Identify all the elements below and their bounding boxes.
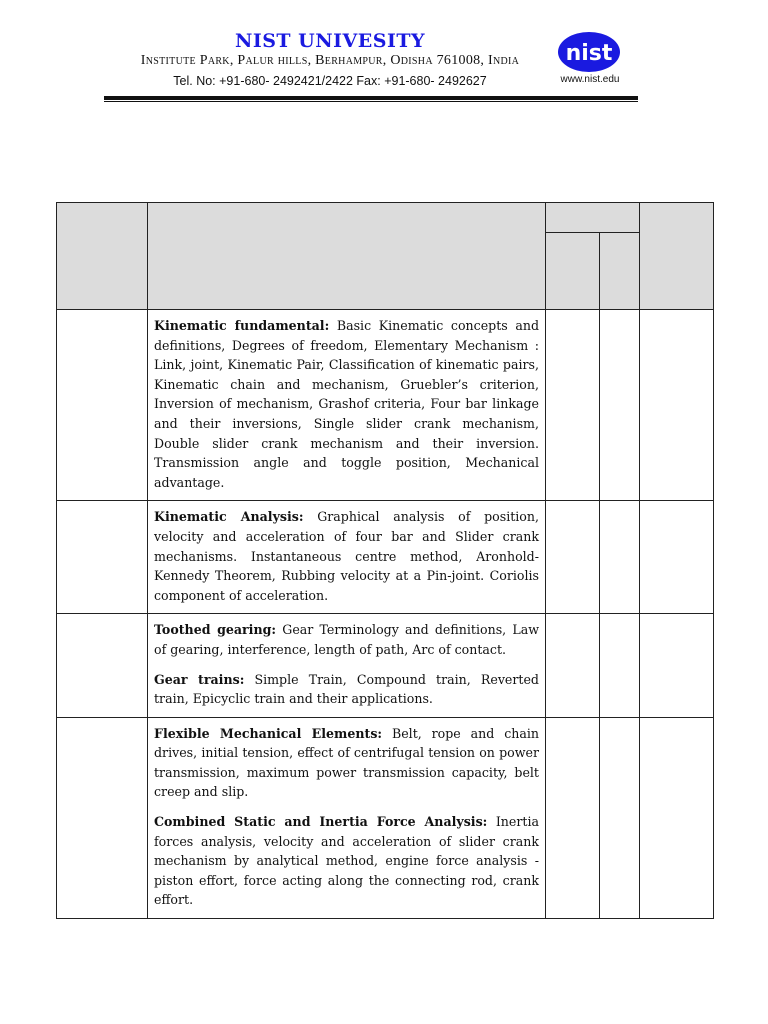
syllabus-table: [56, 202, 714, 919]
content-cell: [148, 614, 546, 717]
module-cell: [57, 310, 148, 501]
hours-cell: [546, 310, 600, 501]
letterhead: [0, 0, 768, 110]
remarks-cell: [640, 501, 714, 614]
table-row: [57, 501, 714, 614]
topic-text: Graphical analysis of position, velocity and acceleration of four bar and Slider crank mechanisms. Instantaneous centre method, Aronhold-Kennedy Theorem, Rubbing velocity at a Pin-joint. Coriolis component of acceleration.: [154, 509, 540, 603]
header-cell-hours-group: [546, 203, 640, 233]
header-cell-content: [148, 203, 546, 310]
module-cell: [57, 501, 148, 614]
university-name: NIST UNIVESITY: [234, 30, 426, 52]
remarks-cell: [640, 614, 714, 717]
topic-text: Simple Train, Compound train, Reverted train, Epicyclic train and their applications.: [154, 671, 539, 707]
header-cell-sub-2: [600, 233, 640, 310]
topic-text: Gear Terminology and definitions, Law of gearing, interference, length of path, Arc of contact.: [154, 622, 539, 657]
module-cell: [57, 717, 148, 918]
hours-cell: [546, 501, 600, 614]
content-cell: [148, 501, 546, 614]
hours-cell: [600, 310, 640, 501]
topic-heading: Gear trains:: [154, 671, 245, 687]
content-paragraph: [154, 670, 539, 709]
content-paragraph: [154, 724, 539, 802]
topic-heading: Combined Static and Inertia Force Analysis:: [154, 814, 488, 830]
header-cell-remarks: [640, 203, 714, 310]
remarks-cell: [640, 310, 714, 501]
content-cell: [148, 717, 546, 918]
table-row: [57, 614, 714, 717]
contact-line: Tel. No: +91-680- 2492421/2422 Fax: +91-680- 2492627: [173, 74, 487, 88]
module-cell: [57, 614, 148, 717]
content-paragraph: [154, 620, 539, 659]
header-cell-module: [57, 203, 148, 310]
topic-heading: Kinematic Analysis:: [154, 509, 304, 525]
content-paragraph: [154, 507, 539, 605]
content-paragraph: [154, 812, 539, 910]
topic-text: Belt, rope and chain drives, initial tension, effect of centrifugal tension on power transmission, maximum power transmission capacity, belt creep and slip.: [154, 725, 540, 800]
header-cell-sub-1: [546, 233, 600, 310]
table-row: [57, 717, 714, 918]
table-row: [57, 310, 714, 501]
topic-heading: Kinematic fundamental:: [154, 318, 330, 333]
topic-text: Basic Kinematic concepts and definitions, Degrees of freedom, Elementary Mechanism : Link, joint, Kinematic Pair, Classification of kinematic pairs, Kinematic chain and mechanism, Gruebler’s criterion, Inversion of mechanism, Grashof criteria, Four bar linkage and their inversions, Single slider crank mechanism, Double slider crank mechanism and their inversion. Transmission angle and toggle position, Mechanical advantage.: [154, 318, 540, 490]
hours-cell: [600, 717, 640, 918]
hours-cell: [546, 717, 600, 918]
svg-text:nist: nist: [565, 41, 613, 66]
hours-cell: [600, 501, 640, 614]
content-cell: [148, 310, 546, 501]
topic-heading: Flexible Mechanical Elements:: [154, 725, 383, 741]
hours-cell: [546, 614, 600, 717]
hours-cell: [600, 614, 640, 717]
university-address: Institute Park, Palur hills, Berhampur, Odisha 761008, India: [140, 53, 520, 68]
website-url: www.nist.edu: [560, 74, 620, 85]
header-rule-thin: [104, 101, 638, 102]
header-rule-thick: [104, 96, 638, 100]
topic-text: Inertia forces analysis, velocity and acceleration of slider crank mechanism by analytical method, engine force analysis - piston effort, force acting along the connecting rod, crank effort.: [154, 814, 539, 908]
table-header-row: [57, 203, 714, 233]
remarks-cell: [640, 717, 714, 918]
content-paragraph: [154, 316, 539, 492]
topic-heading: Toothed gearing:: [154, 622, 277, 638]
